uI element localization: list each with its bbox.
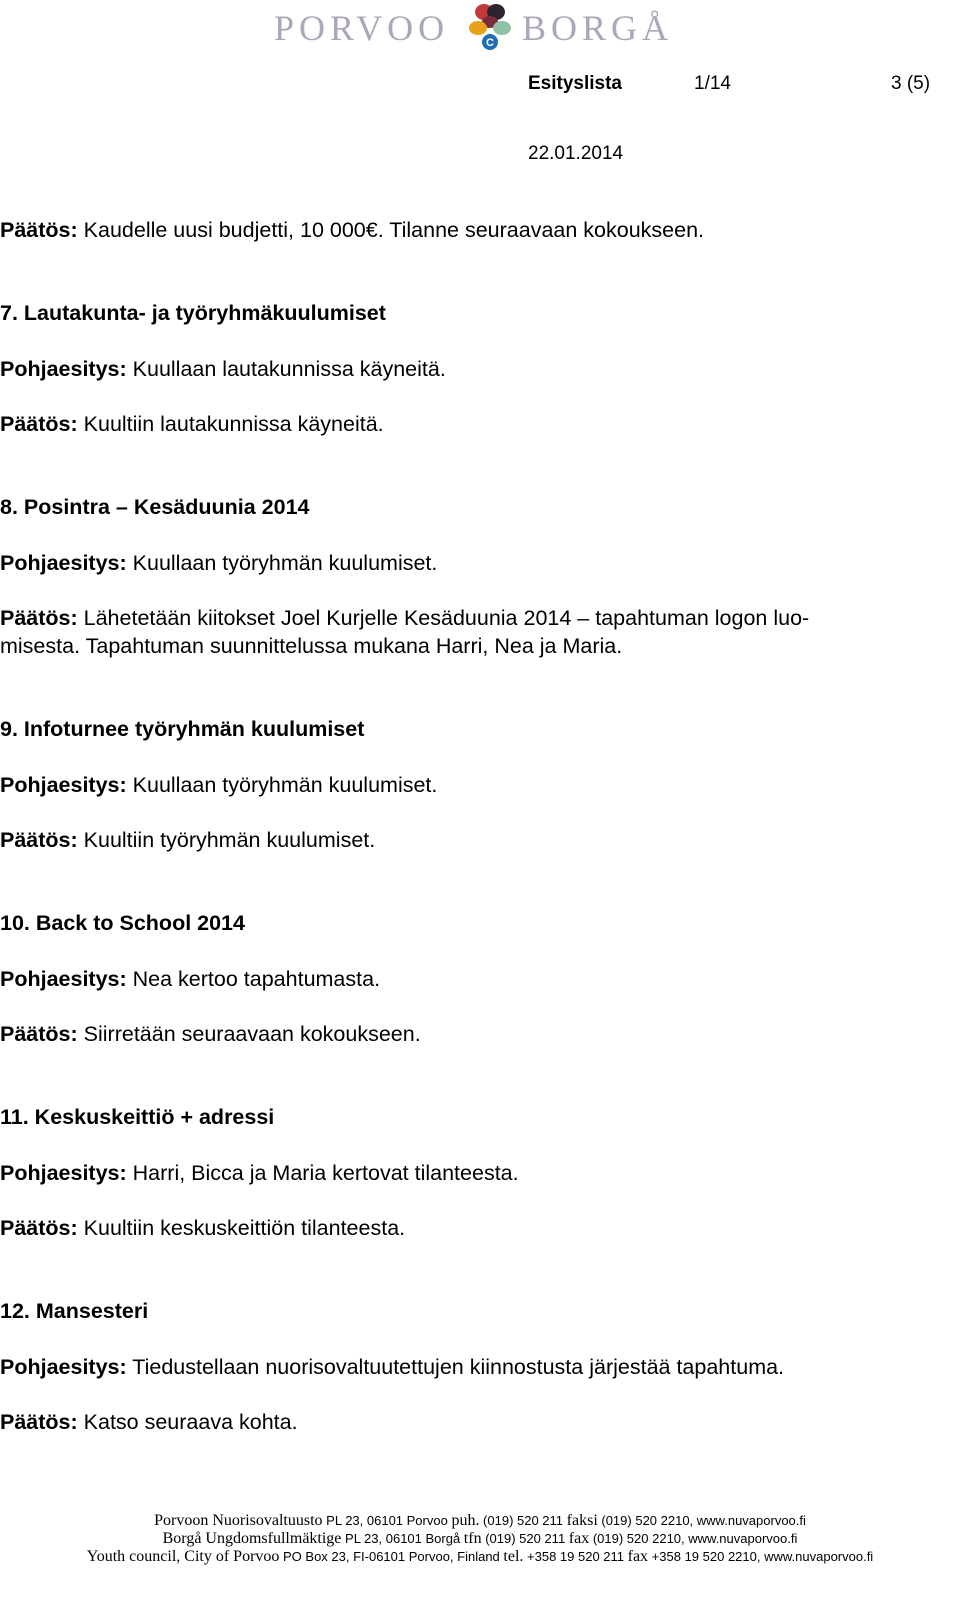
footer-line-en: Youth council, City of Porvoo PO Box 23, FI-06101 Porvoo, Finland tel. +358 19 520 211 fax +358 19 520 2210, www.nuvaporvoo.fi	[86, 1548, 874, 1565]
section-7-heading: 7. Lautakunta- ja työryhmäkuulumiset	[0, 301, 386, 325]
doc-number: 1/14	[694, 73, 731, 94]
section-8-heading: 8. Posintra – Kesäduunia 2014	[0, 495, 310, 519]
section-11-decision: Päätös: Kuultiin keskuskeittiön tilanteesta.	[0, 1216, 406, 1240]
section-7-decision: Päätös: Kuultiin lautakunnissa käyneitä.	[0, 412, 384, 436]
svg-text:C: C	[486, 37, 494, 49]
section-10-heading: 10. Back to School 2014	[0, 911, 245, 935]
footer-line-fi: Porvoon Nuorisovaltuusto PL 23, 06101 Porvoo puh. (019) 520 211 faksi (019) 520 2210, www.nuvaporvoo.fi	[154, 1512, 806, 1529]
city-logo	[270, 0, 690, 56]
section-8-proposal: Pohjaesitys: Kuullaan työryhmän kuulumiset.	[0, 551, 438, 575]
section-11-proposal: Pohjaesitys: Harri, Bicca ja Maria kertovat tilanteesta.	[0, 1161, 519, 1185]
section-12-proposal: Pohjaesitys: Tiedustellaan nuorisovaltuutettujen kiinnostusta järjestää tapahtuma.	[0, 1355, 785, 1379]
section-10-proposal: Pohjaesitys: Nea kertoo tapahtumasta.	[0, 967, 381, 991]
footer-line-sv: Borgå Ungdomsfullmäktige PL 23, 06101 Borgå tfn (019) 520 211 fax (019) 520 2210, www.nuvaporvoo.fi	[162, 1530, 798, 1547]
section-8-decision-cont: misesta. Tapahtuman suunnittelussa mukana Harri, Nea ja Maria.	[0, 634, 623, 658]
section-7-proposal: Pohjaesitys: Kuullaan lautakunnissa käyneitä.	[0, 357, 446, 381]
section-9-proposal: Pohjaesitys: Kuullaan työryhmän kuulumiset.	[0, 773, 438, 797]
doc-date: 22.01.2014	[528, 143, 624, 164]
decision-label: Päätös:	[0, 218, 78, 242]
section-9-heading: 9. Infoturnee työryhmän kuulumiset	[0, 717, 365, 741]
intro-decision: Päätös: Kaudelle uusi budjetti, 10 000€. Tilanne seuraavaan kokoukseen.	[0, 218, 705, 242]
section-10-decision: Päätös: Siirretään seuraavaan kokoukseen.	[0, 1022, 421, 1046]
logo-word-borga: BORGÅ	[522, 8, 674, 48]
doc-type: Esityslista	[528, 73, 622, 94]
logo-word-porvoo: PORVOO	[274, 8, 450, 48]
section-8-decision: Päätös: Lähetetään kiitokset Joel Kurjelle Kesäduunia 2014 – tapahtuman logon luo-	[0, 606, 810, 630]
section-12-heading: 12. Mansesteri	[0, 1299, 149, 1323]
logo-emblem-icon	[458, 0, 522, 54]
section-9-decision: Päätös: Kuultiin työryhmän kuulumiset.	[0, 828, 376, 852]
page-number: 3 (5)	[891, 73, 931, 94]
section-12-decision: Päätös: Katso seuraava kohta.	[0, 1410, 298, 1434]
section-11-heading: 11. Keskuskeittiö + adressi	[0, 1105, 275, 1129]
